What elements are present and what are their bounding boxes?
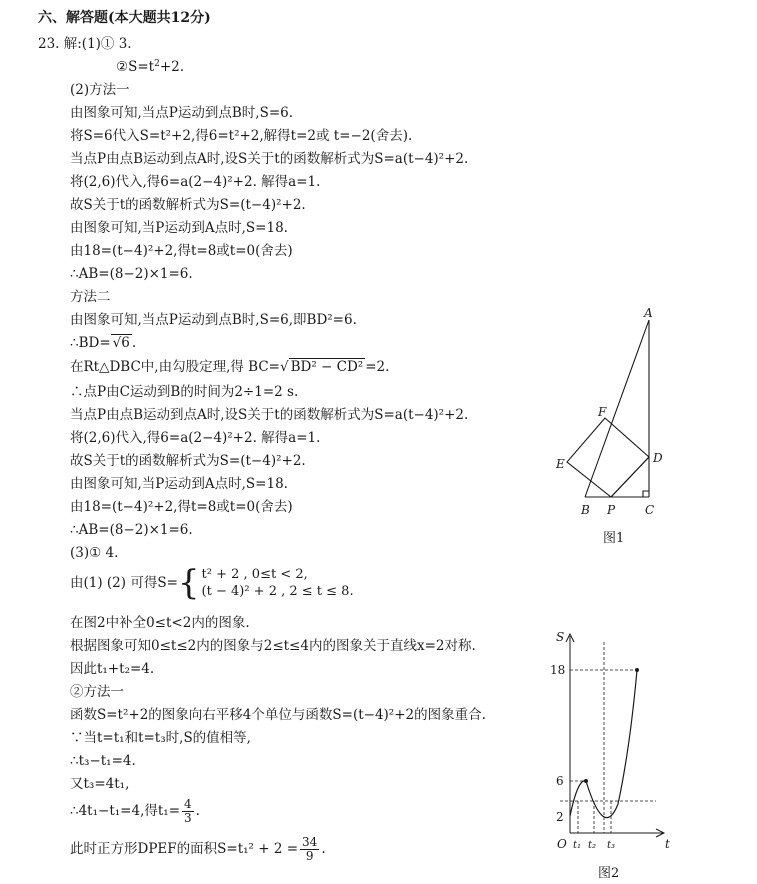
- line-20: 由图象可知,当P运动到A点时,S=18.: [70, 476, 288, 492]
- tick-t1: t₁: [573, 840, 582, 851]
- line-22: ∴AB=(8−2)×1=6.: [70, 522, 193, 538]
- point-b: [584, 779, 588, 783]
- line-23: (3)① 4.: [70, 545, 119, 561]
- tick-t3: t₃: [607, 840, 616, 851]
- tick-6: 6: [556, 774, 564, 788]
- line-3: (2)方法一: [70, 82, 130, 98]
- right-angle-mark: [643, 491, 649, 497]
- line-6: 当点P由点B运动到点A时,设S关于t的函数解析式为S=a(t−4)²+2.: [70, 151, 469, 167]
- line-8: 故S关于t的函数解析式为S=(t−4)²+2.: [70, 197, 306, 213]
- line-27: 因此t₁+t₂=4.: [70, 661, 155, 677]
- square-dpef: [567, 418, 649, 497]
- line-24: 由(1) (2) 可得S={ t² + 2 , 0≤t < 2, (t − 4)² + 2 , 2 ≤ t ≤ 8.: [70, 563, 354, 603]
- line-21: 由18=(t−4)²+2,得t=8或t=0(舍去): [70, 499, 293, 515]
- line-5: 将S=6代入S=t²+2,得6=t²+2,解得t=2或 t=−2(舍去).: [70, 128, 413, 144]
- label-a: A: [644, 306, 653, 320]
- line-12: 方法二: [70, 289, 111, 305]
- line-9: 由图象可知,当P运动到A点时,S=18.: [70, 220, 288, 236]
- line-2: $②S=t^2+2$.: [116, 59, 185, 75]
- line-17: 当点P由点B运动到点A时,设S关于t的函数解析式为S=a(t−4)²+2.: [70, 407, 469, 423]
- curve-s: [570, 670, 637, 818]
- line-7: 将(2,6)代入,得6=a(2−4)²+2. 解得a=1.: [70, 174, 321, 190]
- line-14: ∴BD= √6 .: [70, 335, 137, 351]
- tick-2: 2: [556, 810, 564, 824]
- line-32: 又t₃=4t₁,: [70, 776, 130, 792]
- line-1: 23. 解:(1)① 3.: [38, 36, 132, 52]
- line-ab: [585, 320, 649, 497]
- figure-1-caption: 图1: [603, 531, 625, 546]
- line-16: ∴点P由C运动到B的时间为2÷1=2 s.: [70, 384, 299, 400]
- line-10: 由18=(t−4)²+2,得t=8或t=0(舍去): [70, 243, 293, 259]
- label-c: C: [645, 503, 655, 517]
- figure-2: [548, 628, 678, 853]
- figure-1: [545, 300, 675, 525]
- line-26: 根据图象可知0≤t≤2内的图象与2≤t≤4内的图象关于直线x=2对称.: [70, 638, 476, 654]
- section-title: 六、解答题(本大题共12分): [38, 10, 211, 26]
- line-25: 在图2中补全0≤t<2内的图象.: [70, 615, 250, 631]
- origin-label: O: [557, 837, 567, 851]
- figure-2-caption: 图2: [598, 866, 620, 881]
- line-11: ∴AB=(8−2)×1=6.: [70, 266, 193, 282]
- line-15: 在Rt△DBC中,由勾股定理,得 BC=√ BD² − CD² =2.: [70, 359, 390, 375]
- axis-s-label: S: [556, 630, 565, 644]
- label-b: B: [581, 503, 590, 517]
- line-18: 将(2,6)代入,得6=a(2−4)²+2. 解得a=1.: [70, 430, 321, 446]
- tick-t2: t₂: [588, 840, 597, 851]
- line-31: ∴t₃−t₁=4.: [70, 753, 136, 769]
- line-28: ②方法一: [70, 684, 124, 700]
- line-30: ∵当t=t₁和t=t₃时,S的值相等,: [70, 730, 251, 746]
- tick-18: 18: [550, 663, 566, 677]
- label-f: F: [598, 405, 607, 419]
- line-34: 此时正方形DPEF的面积S=t₁² + 2 = $\frac{34}{9}$ .: [70, 835, 326, 863]
- label-p: P: [607, 503, 616, 517]
- axis-t-label: t: [665, 837, 670, 851]
- line-19: 故S关于t的函数解析式为S=(t−4)²+2.: [70, 453, 306, 469]
- line-13: 由图象可知,当点P运动到点B时,S=6,即BD²=6.: [70, 312, 357, 328]
- line-4: 由图象可知,当点P运动到点B时,S=6.: [70, 105, 294, 121]
- line-33: ∴4t₁−t₁=4,得t₁= $\frac{4}{3}$ .: [70, 797, 200, 825]
- label-e: E: [556, 457, 565, 471]
- point-a: [635, 668, 639, 672]
- line-29: 函数S=t²+2的图象向右平移4个单位与函数S=(t−4)²+2的图象重合.: [70, 707, 486, 723]
- label-d: D: [653, 451, 663, 465]
